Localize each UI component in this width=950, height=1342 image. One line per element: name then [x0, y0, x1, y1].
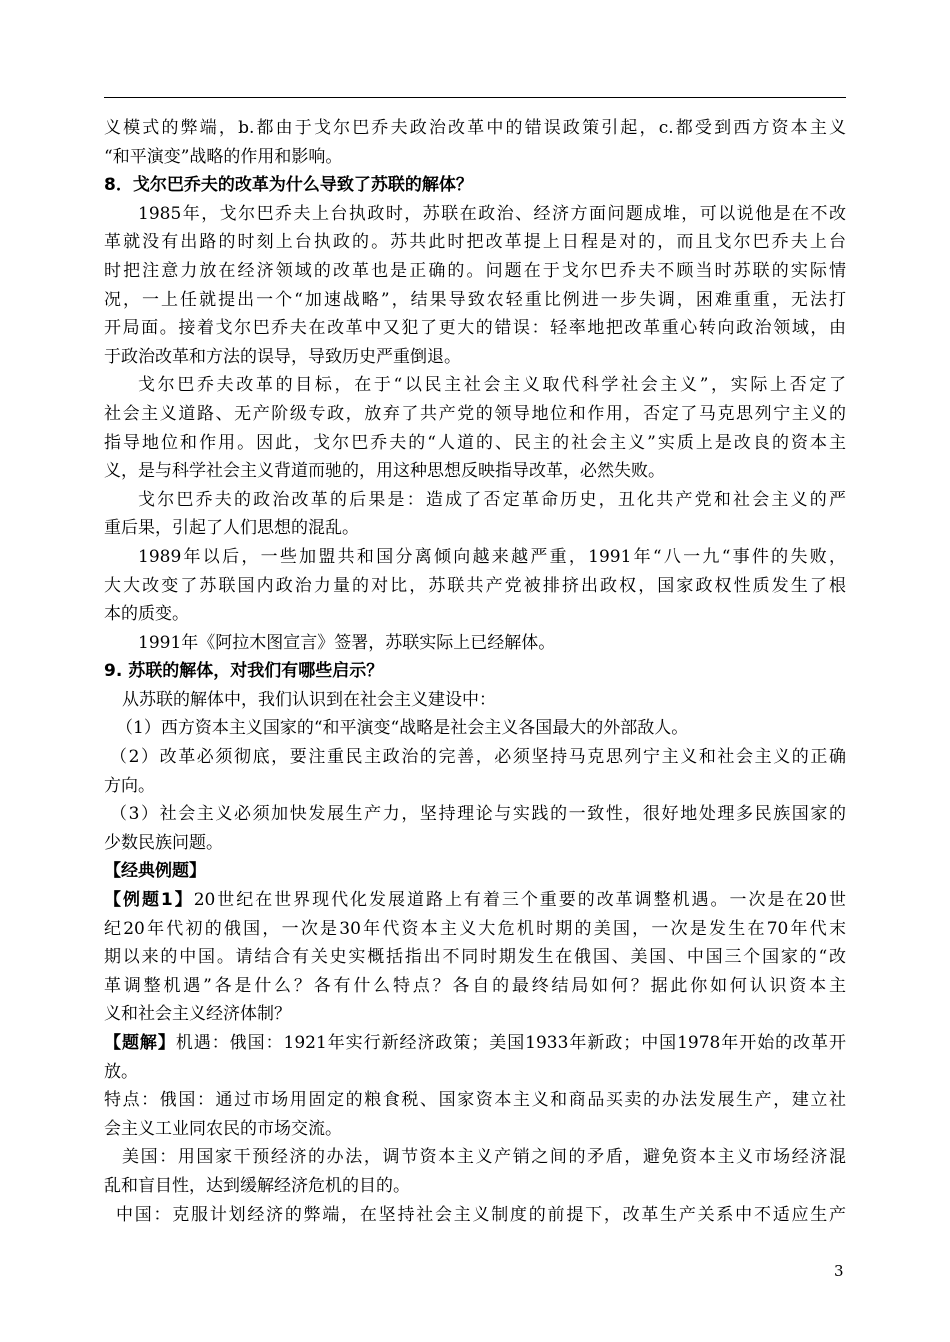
- paragraph-line: 1991年《阿拉木图宣言》签署，苏联实际上已经解体。: [138, 632, 556, 653]
- list-item: （2）改革必须彻底，要注重民主政治的完善，必须坚持马克思列宁主义和社会主义的正确: [110, 747, 846, 768]
- example-line: 期以来的中国。请结合有关史实概括指出不同时期发生在俄国、美国、中国三个国家的“改: [104, 947, 846, 968]
- example-line: 义和社会主义经济体制？: [104, 1004, 291, 1025]
- answer-line: 会主义工业同农民的市场交流。: [104, 1118, 342, 1139]
- list-item-continuation: 方向。: [104, 775, 155, 796]
- paragraph-line: 从苏联的解体中，我们认识到在社会主义建设中：: [122, 689, 496, 710]
- paragraph-line: 社会主义道路、无产阶级专政，放弃了共产党的领导地位和作用，否定了马克思列宁主义的: [104, 403, 846, 424]
- section-heading: 【经典例题】: [104, 861, 206, 882]
- answer-text: 机遇：俄国：1921年实行新经济政策；美国1933年新政；中国1978年开始的改革开: [175, 1033, 847, 1053]
- question-heading-9: 9. 苏联的解体，对我们有哪些启示？: [104, 661, 384, 682]
- document-body: [104, 114, 846, 1229]
- answer-tag: 【题解】: [104, 1033, 176, 1053]
- answer-line: 放。: [104, 1061, 138, 1082]
- list-item-continuation: 少数民族问题。: [104, 832, 223, 853]
- paragraph-line: 1985年，戈尔巴乔夫上台执政时，苏联在政治、经济方面问题成堆，可以说他是在不改: [138, 203, 846, 224]
- paragraph-line: 戈尔巴乔夫改革的目标，在于“以民主社会主义取代科学社会主义”，实际上否定了: [138, 375, 846, 396]
- paragraph-line: 戈尔巴乔夫的政治改革的后果是：造成了否定革命历史，丑化共产党和社会主义的严: [138, 489, 846, 510]
- list-item: （1）西方资本主义国家的“和平演变“战略是社会主义各国最大的外部敌人。: [116, 718, 689, 739]
- paragraph-line: 1989年以后，一些加盟共和国分离倾向越来越严重，1991年“八一九“事件的失败，: [138, 546, 846, 567]
- paragraph-line: 革就没有出路的时刻上台执政的。苏共此时把改革提上日程是对的，而且戈尔巴乔夫上台: [104, 232, 846, 253]
- paragraph-line: 大大改变了苏联国内政治力量的对比，苏联共产党被排挤出政权，国家政权性质发生了根: [104, 575, 846, 596]
- paragraph-line: 于政治改革和方法的误导，导致历史严重倒退。: [104, 346, 461, 367]
- answer-line: 美国：用国家干预经济的办法，调节资本主义产销之间的矛盾，避免资本主义市场经济混: [122, 1147, 846, 1168]
- example-tag: 【例题1】: [104, 890, 194, 911]
- header-rule: [104, 97, 846, 98]
- answer-line: 特点：俄国：通过市场用固定的粮食税、国家资本主义和商品买卖的办法发展生产，建立社: [104, 1090, 846, 1111]
- answer-line: 乱和盲目性，达到缓解经济危机的目的。: [104, 1175, 410, 1196]
- example-line: 纪20年代初的俄国，一次是30年代资本主义大危机时期的美国，一次是发生在70年代末: [104, 918, 846, 939]
- paragraph-line: 义，是与科学社会主义背道而驰的，用这种思想反映指导改革，必然失败。: [104, 461, 665, 482]
- text-line: “和平演变”战略的作用和影响。: [104, 146, 343, 167]
- example-line: [104, 886, 846, 915]
- paragraph-line: 本的质变。: [104, 604, 189, 625]
- answer-line: 中国：克服计划经济的弊端，在坚持社会主义制度的前提下，改革生产关系中不适应生产: [116, 1204, 846, 1225]
- paragraph-line: 时把注意力放在经济领域的改革也是正确的。问题在于戈尔巴乔夫不顾当时苏联的实际情: [104, 260, 846, 281]
- text-line: 义模式的弊端，b.都由于戈尔巴乔夫政治改革中的错误政策引起，c.都受到西方资本主义: [104, 118, 846, 138]
- example-line: 革调整机遇”各是什么？各有什么特点？各自的最终结局如何？据此你如何认识资本主: [104, 975, 846, 996]
- page-number: 3: [834, 1262, 844, 1280]
- list-item: （3）社会主义必须加快发展生产力，坚持理论与实践的一致性，很好地处理多民族国家的: [110, 804, 846, 825]
- paragraph-line: 指导地位和作用。因此，戈尔巴乔夫的“人道的、民主的社会主义”实质上是改良的资本主: [104, 432, 846, 453]
- paragraph-line: 况，一上任就提出一个“加速战略”，结果导致农轻重比例进一步失调，困难重重，无法打: [104, 289, 846, 310]
- paragraph-line: 开局面。接着戈尔巴乔夫在改革中又犯了更大的错误：轻率地把改革重心转向政治领域，由: [104, 318, 846, 339]
- example-text: 20世纪在世界现代化发展道路上有着三个重要的改革调整机遇。一次是在20世: [193, 890, 846, 911]
- answer-line: [104, 1029, 846, 1058]
- paragraph-line: 重后果，引起了人们思想的混乱。: [104, 518, 359, 539]
- question-heading-8: 8．戈尔巴乔夫的改革为什么导致了苏联的解体？: [104, 175, 473, 196]
